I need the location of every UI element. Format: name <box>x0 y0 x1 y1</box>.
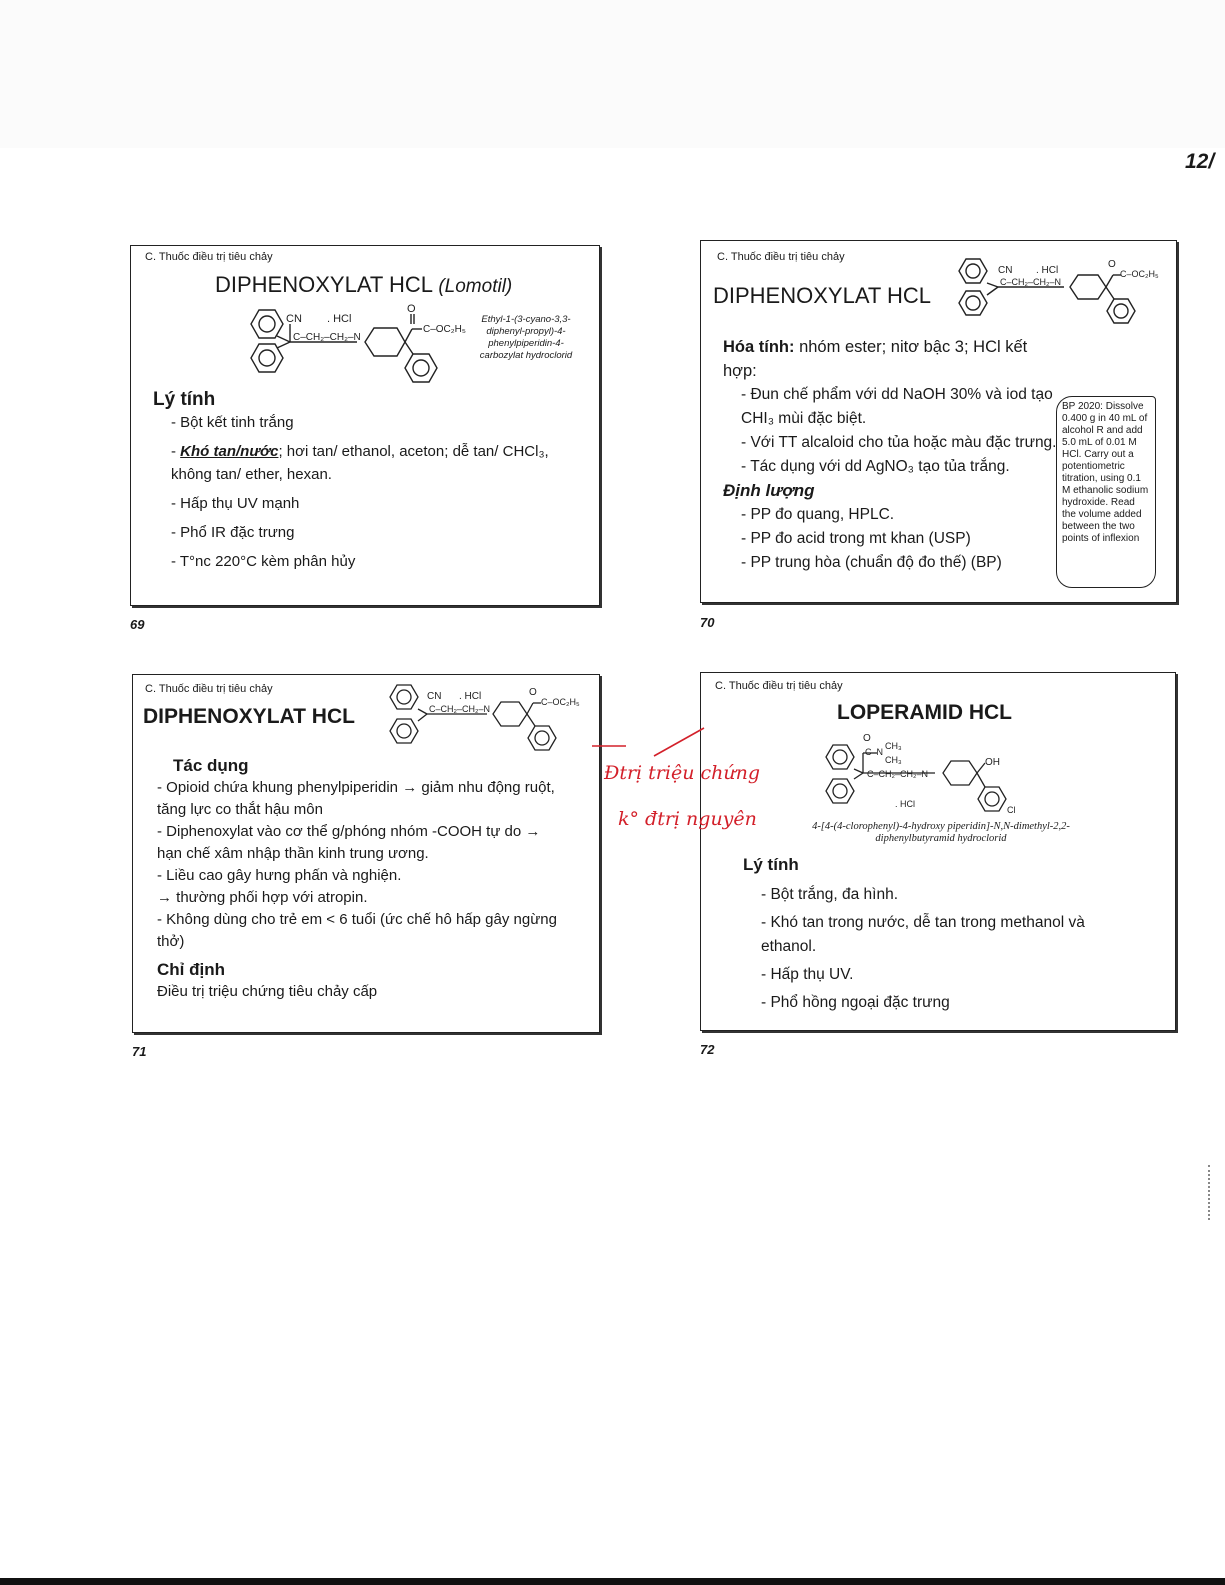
line: - Bột kết tinh trắng <box>171 414 294 431</box>
slide-number: 71 <box>132 1044 147 1059</box>
title-text: DIPHENOXYLAT HCL <box>215 272 433 297</box>
line: - Bột trắng, đa hình. <box>761 886 899 903</box>
svg-text:CN: CN <box>286 313 302 325</box>
line: - Khó tan trong nước, dễ tan trong methanol và ethanol. <box>761 914 1085 955</box>
handwritten-strokes <box>588 724 718 764</box>
slide-number: 69 <box>130 617 145 632</box>
heading: Định lượng <box>723 481 815 500</box>
slide-72 <box>700 672 1176 1031</box>
section-label: C. Thuốc điều trị tiêu chảy <box>145 683 273 695</box>
line: - Hấp thụ UV mạnh <box>171 495 300 512</box>
diphenoxylate-structure <box>237 304 477 384</box>
svg-text:Cl: Cl <box>1007 805 1016 815</box>
handwritten-note-line1: Đtrị triệu chứng <box>604 762 760 784</box>
line: - Liều cao gây hưng phấn và nghiện. <box>157 867 402 884</box>
line: - Với TT alcaloid cho tủa hoặc màu đặc trưng. <box>741 434 1057 451</box>
line: - Không dùng cho trẻ em < 6 tuổi (ức chế hô hấp gây ngừng thở) <box>157 911 557 950</box>
svg-text:CH₃: CH₃ <box>885 755 902 765</box>
svg-text:. HCl: . HCl <box>1036 265 1059 276</box>
line: - PP đo acid trong mt khan (USP) <box>741 530 971 547</box>
heading: Tác dụng <box>173 756 249 775</box>
heading: Lý tính <box>153 389 216 410</box>
line: - Phổ hồng ngoại đặc trưng <box>761 994 950 1011</box>
slide-70 <box>700 240 1177 603</box>
section-label: C. Thuốc điều trị tiêu chảy <box>717 251 845 263</box>
chem-props <box>723 335 1063 383</box>
svg-text:C–N: C–N <box>865 747 884 757</box>
svg-text:O: O <box>863 733 871 744</box>
svg-text:CN: CN <box>427 691 442 702</box>
section-label: C. Thuốc điều trị tiêu chảy <box>145 251 273 263</box>
svg-text:C–CH₂–CH₂–N: C–CH₂–CH₂–N <box>293 332 361 343</box>
slide-69 <box>130 245 600 606</box>
svg-text:C–OC₂H₅: C–OC₂H₅ <box>423 324 466 335</box>
line: - Diphenoxylat vào cơ thể g/phóng nhóm -COOH tự do → hạn chế xâm nhập thần kinh trung ương. <box>157 823 541 862</box>
solubility-line: - Khó tan/nước; hơi tan/ ethanol, aceton; dễ tan/ CHCl₃, không tan/ ether, hexan. <box>171 443 549 483</box>
indication: Điều trị triệu chứng tiêu chảy cấp <box>157 983 378 1000</box>
svg-text:. HCl: . HCl <box>459 691 482 702</box>
svg-text:O: O <box>407 304 416 315</box>
chem-props-text: nhóm ester; nitơ bậc 3; HCl kết hợp: <box>723 338 1028 380</box>
svg-text:O: O <box>1108 259 1116 270</box>
heading: Chỉ định <box>157 960 225 979</box>
slide-body <box>157 755 557 1003</box>
title-note: (Lomotil) <box>438 276 513 297</box>
slide-body <box>723 335 1063 575</box>
slide-number: 70 <box>700 615 715 630</box>
solubility-emphasis: Khó tan/nước <box>180 443 279 460</box>
svg-text:. HCl: . HCl <box>895 799 915 809</box>
svg-text:C–OC₂H₅: C–OC₂H₅ <box>541 697 580 707</box>
line: - PP đo quang, HPLC. <box>741 506 895 523</box>
slide-71 <box>132 674 600 1033</box>
line: - T°nc 220°C kèm phân hủy <box>171 553 356 570</box>
line: - Phổ IR đặc trưng <box>171 524 295 541</box>
iupac-name: Ethyl-1-(3-cyano-3,3-diphenyl-propyl)-4-phenylpiperidin-4-carbozylat hydroclorid <box>479 314 573 361</box>
slide-title: DIPHENOXYLAT HCL <box>713 283 932 308</box>
line: - Opioid chứa khung phenylpiperidin → giảm nhu động ruột, tăng lực co thắt hậu môn <box>157 779 555 818</box>
slide-title: DIPHENOXYLAT HCL <box>143 705 355 728</box>
line: - Tác dụng với dd AgNO₃ tạo tủa trắng. <box>741 458 1010 475</box>
slide-body <box>743 853 1143 1015</box>
section-label: C. Thuốc điều trị tiêu chảy <box>715 680 843 692</box>
line: - Đun chế phẩm với dd NaOH 30% và iod tạo CHI₃ mùi đặc biệt. <box>741 386 1053 427</box>
line: → thường phối hợp với atropin. <box>157 889 368 906</box>
bottom-edge-bar <box>0 1578 1225 1585</box>
diphenoxylate-structure <box>387 681 587 753</box>
iupac-name: 4-[4-(4-clorophenyl)-4-hydroxy piperidin]-N,N-dimethyl-2,2-diphenylbutyramid hydroclorid <box>812 821 1070 844</box>
svg-text:C–CH₂–CH₂–N: C–CH₂–CH₂–N <box>1000 277 1062 287</box>
svg-text:CH₃: CH₃ <box>885 741 902 751</box>
slide-title: LOPERAMID HCL <box>837 701 1012 724</box>
slide-number: 72 <box>700 1042 715 1057</box>
diphenoxylate-structure <box>956 255 1176 327</box>
solubility-rest: ; hơi tan/ ethanol, aceton; dễ tan/ CHCl₃, không tan/ ether, hexan. <box>171 443 549 483</box>
svg-text:C–CH₂–CH₂–N: C–CH₂–CH₂–N <box>429 704 491 714</box>
loperamide-structure <box>825 731 1045 815</box>
line: - PP trung hòa (chuẩn độ đo thế) (BP) <box>741 554 1002 571</box>
svg-text:C–OC₂H₅: C–OC₂H₅ <box>1120 269 1159 279</box>
line: - Hấp thụ UV. <box>761 966 854 983</box>
svg-text:. HCl: . HCl <box>327 313 352 325</box>
svg-text:C–CH₂–CH₂–N: C–CH₂–CH₂–N <box>867 769 929 779</box>
page-top-band <box>0 0 1225 148</box>
page-edge-mark <box>1208 1165 1213 1220</box>
svg-text:O: O <box>529 687 537 698</box>
slide-body <box>153 388 573 573</box>
slide-title <box>215 272 512 298</box>
bp-note-callout: BP 2020: Dissolve 0.400 g in 40 mL of alcohol R and add 5.0 mL of 0.01 M HCl. Carry out a potentiometric titration, using 0.1 M ethanolic sodium hydroxide. Read the volume added between the two points of inflexion <box>1056 396 1156 588</box>
handwritten-note-line2: k° đtrị nguyên <box>618 808 757 830</box>
heading: Lý tính <box>743 855 799 874</box>
svg-text:CN: CN <box>998 265 1013 276</box>
chem-props-label: Hóa tính: <box>723 338 795 356</box>
svg-text:OH: OH <box>985 757 1000 768</box>
page-number: 12/ <box>1185 150 1215 173</box>
